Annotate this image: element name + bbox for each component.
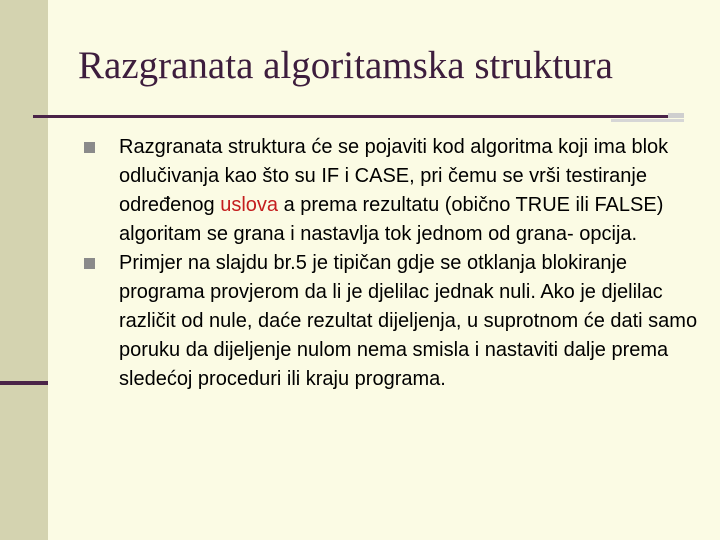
slide-body: [84, 133, 704, 394]
bullet-text: Primjer na slajdu br.5 je tipičan gdje se otklanja blokiranje programa provjerom da li je djelilac jednak nuli. Ako je djelilac različit od nule, daće rezultat dijeljenja, u suprotnom će dati samo poruku da dijeljenje nulom nema smisla i nastaviti dalje prema sledećoj proceduri ili kraju programa.: [119, 252, 698, 390]
square-bullet-icon: [84, 258, 95, 269]
title-divider-shadow: [668, 113, 684, 118]
slide-title: Razgranata algoritamska struktura: [78, 44, 613, 87]
square-bullet-icon: [84, 142, 95, 153]
title-divider: [33, 115, 668, 118]
bullet-text-end: a prema rezultatu (obično TRUE ili FALSE) algoritam se grana i nastavlja tok jednom od grana- opcija.: [119, 194, 664, 245]
left-decorative-stripe: [0, 0, 48, 540]
bullet-item: [84, 249, 704, 394]
highlighted-term: uslova: [220, 194, 279, 216]
title-divider-shadow-lower: [611, 119, 684, 122]
bullet-text: [119, 136, 668, 245]
bullet-text-start: Razgranata struktura će se pojaviti kod algoritma koji ima blok odlučivanja kao što su IF i CASE, pri čemu se vrši testiranje određenog: [119, 136, 669, 216]
stripe-accent-bar: [0, 381, 48, 385]
bullet-item: [84, 133, 704, 249]
